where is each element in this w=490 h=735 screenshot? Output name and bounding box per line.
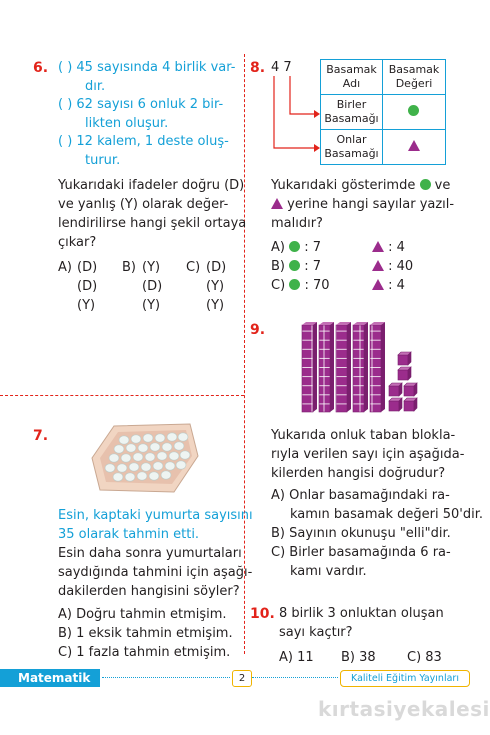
q8-option-a[interactable]	[271, 238, 405, 257]
footer-dotted-line-right	[252, 677, 338, 678]
q6-option-c-value-3: (Y)	[206, 298, 225, 313]
q8-question-line-2	[271, 195, 454, 214]
q6-option-b-value-2: (D)	[142, 279, 163, 294]
q8-option-b-tri	[372, 257, 413, 276]
q6-option-c-value-2: (Y)	[206, 279, 225, 294]
section-divider	[0, 395, 244, 396]
watermark: kırtasiyekalesi	[318, 697, 490, 721]
q6-option-c[interactable]	[186, 258, 227, 313]
green-circle-icon	[289, 279, 300, 290]
footer-dotted-line-left	[102, 677, 230, 678]
purple-triangle-icon	[372, 241, 384, 252]
q7-question	[58, 544, 252, 601]
green-circle-icon	[420, 179, 431, 190]
purple-triangle-icon	[372, 279, 384, 290]
purple-triangle-icon	[408, 140, 420, 151]
q9-question-line-3: kilerden hangisi doğrudur?	[271, 466, 446, 481]
q8-option-a-green-value: : 7	[304, 240, 322, 255]
q9-question	[271, 426, 464, 483]
q6-option-b-label: B)	[122, 260, 136, 275]
table-header-value: Basamak Değeri	[382, 60, 445, 95]
q8-option-c-label: C)	[271, 278, 286, 293]
q6-question-line-4: çıkar?	[58, 235, 97, 250]
q6-statement-3	[58, 132, 229, 170]
q6-option-b-value-1: (Y)	[142, 260, 161, 275]
q9-option-b-line-1: B) Sayının okunuşu "elli"dir.	[271, 526, 451, 541]
ones-cubes	[389, 352, 417, 411]
q6-option-a-value-2: (D)	[77, 279, 98, 294]
question-7-number: 7.	[33, 428, 49, 444]
q8-question-text-3: yerine hangi sayılar yazıl-	[287, 197, 455, 212]
q6-question-line-3: lendirilirse hangi şekil ortaya	[58, 216, 247, 231]
q7-option-c[interactable]: C) 1 fazla tahmin etmişim.	[58, 645, 231, 660]
q8-option-a-label: A)	[271, 240, 285, 255]
q7-option-b[interactable]: B) 1 eksik tahmin etmişim.	[58, 626, 233, 641]
q7-intro	[58, 506, 253, 544]
q7-intro-line-2: 35 olarak tahmin etti.	[58, 527, 200, 542]
q8-option-c-tri	[372, 276, 405, 295]
q8-option-b[interactable]	[271, 257, 414, 276]
q8-question	[271, 176, 454, 233]
page-number: 2	[232, 670, 252, 687]
q10-option-a[interactable]: A) 11	[279, 650, 314, 665]
q9-question-line-1: Yukarıda onluk taban blokla-	[271, 428, 456, 443]
q10-question-line-2: sayı kaçtır?	[279, 625, 353, 640]
row-tens-label: Onlar Basamağı	[321, 130, 383, 165]
purple-triangle-icon	[372, 260, 384, 271]
q8-option-c-green-value: : 70	[304, 278, 330, 293]
q8-question-line-3: malıdır?	[271, 216, 323, 231]
q8-digits: 4 7	[271, 60, 292, 75]
q6-statement-2-line-2: likten oluşur.	[85, 116, 169, 131]
table-header-name: Basamak Adı	[321, 60, 383, 95]
q6-statement-1-line-1: ( ) 45 sayısında 4 birlik var-	[58, 60, 236, 75]
q7-question-line-2: saydığında tahmini için aşağı-	[58, 565, 253, 580]
q6-statement-2-line-1: ( ) 62 sayısı 6 onluk 2 bir-	[58, 97, 224, 112]
tens-rods	[302, 322, 385, 412]
base-ten-blocks-image	[300, 322, 420, 414]
footer-subject: Matematik	[18, 671, 91, 685]
q9-question-line-2: rıyla verilen sayı için aşağıda-	[271, 447, 465, 462]
q8-option-a-tri-value: : 4	[388, 240, 405, 255]
q6-statement-1	[58, 58, 235, 96]
q8-question-text-2: ve	[434, 178, 451, 193]
question-8-number: 8.	[250, 60, 266, 76]
question-6-number: 6.	[33, 60, 49, 76]
q6-option-a-label: A)	[58, 260, 72, 275]
question-10-number: 10.	[250, 606, 275, 622]
q10-question	[279, 604, 444, 642]
q6-option-c-label: C)	[186, 260, 201, 275]
q6-option-b-value-3: (Y)	[142, 298, 161, 313]
q6-option-a[interactable]	[58, 258, 98, 313]
q7-option-a[interactable]: A) Doğru tahmin etmişim.	[58, 607, 227, 622]
q9-option-a[interactable]	[271, 486, 483, 524]
footer-brand: Kaliteli Eğitim Yayınları	[340, 670, 470, 687]
q6-statement-2	[58, 95, 223, 133]
q7-question-line-3: dakilerden hangisini söyler?	[58, 584, 240, 599]
q8-option-b-label: B)	[271, 259, 285, 274]
q6-option-c-value-1: (D)	[206, 260, 227, 275]
q10-option-b[interactable]: B) 38	[341, 650, 376, 665]
q8-question-text-1: Yukarıdaki gösterimde	[271, 178, 416, 193]
q8-arrows	[270, 74, 320, 154]
q9-option-c-line-2: kamı vardır.	[290, 564, 367, 579]
place-value-table	[320, 59, 446, 165]
question-9-number: 9.	[250, 322, 266, 338]
q7-options	[58, 605, 233, 662]
green-circle-icon	[289, 260, 300, 271]
purple-triangle-icon	[271, 198, 283, 209]
q6-statement-3-line-1: ( ) 12 kalem, 1 deste oluş-	[58, 134, 229, 149]
green-circle-icon	[408, 105, 419, 116]
q6-question-line-2: ve yanlış (Y) olarak değer-	[58, 197, 229, 212]
q9-option-a-line-2: kamın basamak değeri 50'dir.	[290, 507, 484, 522]
q8-question-line-1	[271, 176, 454, 195]
tens-value-cell	[382, 130, 445, 165]
q7-question-line-1: Esin daha sonra yumurtaları	[58, 546, 242, 561]
q6-statement-3-line-2: turur.	[85, 153, 121, 168]
q10-option-c[interactable]: C) 83	[407, 650, 442, 665]
q6-question-line-1: Yukarıdaki ifadeler doğru (D)	[58, 178, 245, 193]
green-circle-icon	[289, 241, 300, 252]
row-ones-label: Birler Basamağı	[321, 95, 383, 130]
q9-option-c[interactable]	[271, 543, 451, 581]
q6-question	[58, 176, 246, 252]
q8-option-b-tri-value: : 40	[388, 259, 414, 274]
q9-option-c-line-1: C) Birler basamağında 6 ra-	[271, 545, 451, 560]
q9-option-b[interactable]	[271, 524, 451, 543]
q6-option-a-value-1: (D)	[77, 260, 98, 275]
q6-option-a-value-3: (Y)	[77, 298, 96, 313]
q8-option-c[interactable]	[271, 276, 405, 295]
q10-question-line-1: 8 birlik 3 onluktan oluşan	[279, 606, 444, 621]
q6-option-b[interactable]	[122, 258, 163, 313]
q8-option-c-tri-value: : 4	[388, 278, 405, 293]
q9-option-a-line-1: A) Onlar basamağındaki ra-	[271, 488, 450, 503]
q7-intro-line-1: Esin, kaptaki yumurta sayısını	[58, 508, 253, 523]
q6-statement-1-line-2: dır.	[85, 79, 106, 94]
q8-option-a-tri	[372, 238, 405, 257]
q8-option-b-green-value: : 7	[304, 259, 322, 274]
ones-value-cell	[382, 95, 445, 130]
egg-tray-image	[88, 418, 200, 496]
